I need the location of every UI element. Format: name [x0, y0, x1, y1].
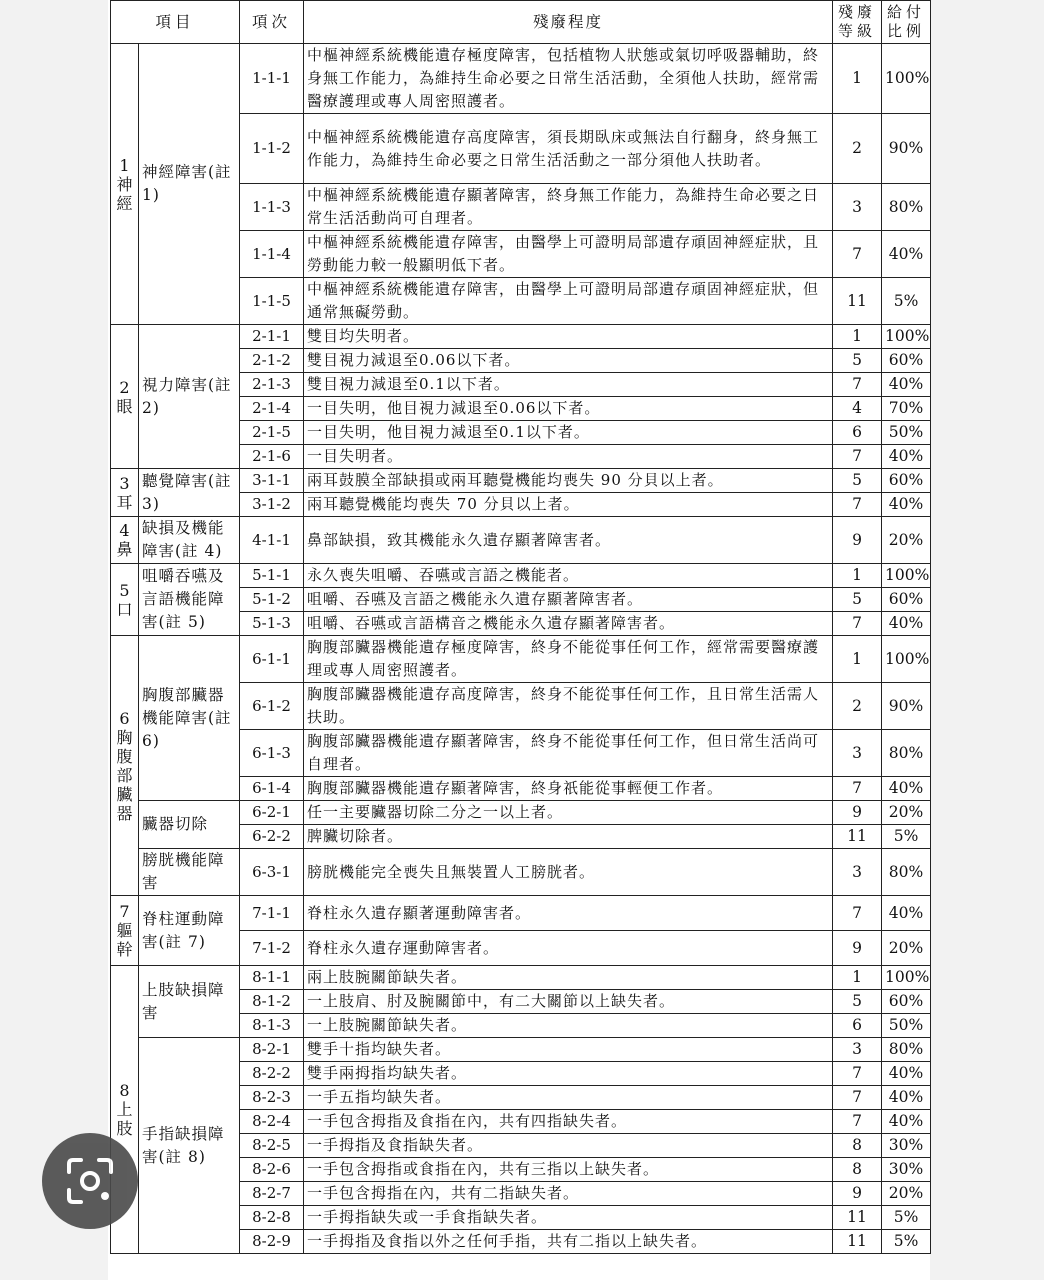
row-grade: 9 — [833, 517, 882, 564]
row-code: 8-2-6 — [240, 1158, 304, 1182]
row-ratio: 30% — [882, 1158, 931, 1182]
row-desc: 永久喪失咀嚼、吞嚥或言語之機能者。 — [304, 564, 833, 588]
row-desc: 中樞神經系統機能遺存障害，由醫學上可證明局部遺存頑固神經症狀，且勞動能力較一般顯明低下者。 — [304, 231, 833, 278]
row-grade: 8 — [833, 1158, 882, 1182]
row-desc: 兩上肢腕關節缺失者。 — [304, 966, 833, 990]
row-desc: 兩耳聽覺機能均喪失 70 分貝以上者。 — [304, 493, 833, 517]
header-degree: 殘廢程度 — [304, 1, 833, 44]
row-code: 2-1-6 — [240, 445, 304, 469]
row-grade: 3 — [833, 1038, 882, 1062]
row-code: 1-1-4 — [240, 231, 304, 278]
row-desc: 一手拇指及食指缺失者。 — [304, 1134, 833, 1158]
row-code: 8-2-9 — [240, 1230, 304, 1254]
section-label-nose: 4鼻 — [111, 517, 139, 564]
table-row — [111, 966, 931, 990]
row-desc: 一目失明，他目視力減退至0.1以下者。 — [304, 421, 833, 445]
section-label-trunk: 7軀幹 — [111, 896, 139, 966]
row-code: 7-1-1 — [240, 896, 304, 931]
row-grade: 11 — [833, 278, 882, 325]
row-grade: 1 — [833, 564, 882, 588]
row-code: 7-1-2 — [240, 931, 304, 966]
row-code: 4-1-1 — [240, 517, 304, 564]
row-grade: 7 — [833, 1110, 882, 1134]
subsection-vision: 視力障害(註 2) — [139, 325, 240, 469]
row-ratio: 50% — [882, 1014, 931, 1038]
row-ratio: 40% — [882, 231, 931, 278]
header-code: 項次 — [240, 1, 304, 44]
row-desc: 中樞神經系統機能遺存高度障害，須長期臥床或無法自行翻身，終身無工作能力，為維持生命必要之日常生活活動之一部分須他人扶助者。 — [304, 114, 833, 184]
row-desc: 脊柱永久遺存顯著運動障害者。 — [304, 896, 833, 931]
row-ratio: 20% — [882, 1182, 931, 1206]
row-ratio: 100% — [882, 325, 931, 349]
row-ratio: 100% — [882, 564, 931, 588]
row-code: 1-1-5 — [240, 278, 304, 325]
table-row — [111, 564, 931, 588]
row-desc: 一手拇指缺失或一手食指缺失者。 — [304, 1206, 833, 1230]
row-grade: 3 — [833, 730, 882, 777]
table-row — [111, 1038, 931, 1062]
row-desc: 咀嚼、吞嚥及言語之機能永久遺存顯著障害者。 — [304, 588, 833, 612]
row-grade: 7 — [833, 231, 882, 278]
row-code: 1-1-1 — [240, 44, 304, 114]
row-ratio: 60% — [882, 469, 931, 493]
row-ratio: 90% — [882, 683, 931, 730]
row-code: 5-1-3 — [240, 612, 304, 636]
row-desc: 雙目視力減退至0.06以下者。 — [304, 349, 833, 373]
row-desc: 一手包含拇指在內，共有二指缺失者。 — [304, 1182, 833, 1206]
row-grade: 1 — [833, 325, 882, 349]
row-ratio: 20% — [882, 801, 931, 825]
table-row — [111, 325, 931, 349]
row-ratio: 40% — [882, 612, 931, 636]
row-ratio: 40% — [882, 445, 931, 469]
table-row — [111, 469, 931, 493]
row-grade: 1 — [833, 966, 882, 990]
row-code: 8-2-4 — [240, 1110, 304, 1134]
row-code: 3-1-1 — [240, 469, 304, 493]
row-code: 8-2-2 — [240, 1062, 304, 1086]
row-grade: 9 — [833, 1182, 882, 1206]
subsection-upper-limb: 上肢缺損障害 — [139, 966, 240, 1038]
row-ratio: 40% — [882, 373, 931, 397]
row-grade: 9 — [833, 801, 882, 825]
row-grade: 7 — [833, 493, 882, 517]
row-ratio: 80% — [882, 730, 931, 777]
row-ratio: 30% — [882, 1134, 931, 1158]
row-code: 6-1-3 — [240, 730, 304, 777]
row-grade: 7 — [833, 777, 882, 801]
row-ratio: 5% — [882, 825, 931, 849]
row-desc: 雙手十指均缺失者。 — [304, 1038, 833, 1062]
subsection-mouth: 咀嚼吞嚥及言語機能障害(註 5) — [139, 564, 240, 636]
row-desc: 一手拇指及食指以外之任何手指，共有二指以上缺失者。 — [304, 1230, 833, 1254]
row-grade: 4 — [833, 397, 882, 421]
row-code: 6-1-4 — [240, 777, 304, 801]
row-ratio: 70% — [882, 397, 931, 421]
row-grade: 5 — [833, 469, 882, 493]
row-ratio: 80% — [882, 1038, 931, 1062]
row-desc: 咀嚼、吞嚥或言語構音之機能永久遺存顯著障害者。 — [304, 612, 833, 636]
row-desc: 胸腹部臟器機能遺存顯著障害，終身不能從事任何工作，但日常生活尚可自理者。 — [304, 730, 833, 777]
row-code: 2-1-5 — [240, 421, 304, 445]
row-ratio: 60% — [882, 990, 931, 1014]
subsection-organ-function: 胸腹部臟器機能障害(註 6) — [139, 636, 240, 801]
row-desc: 一上肢肩、肘及腕關節中，有二大關節以上缺失者。 — [304, 990, 833, 1014]
row-ratio: 80% — [882, 184, 931, 231]
row-grade: 11 — [833, 1206, 882, 1230]
row-grade: 7 — [833, 1062, 882, 1086]
row-ratio: 20% — [882, 931, 931, 966]
row-desc: 胸腹部臟器機能遺存高度障害，終身不能從事任何工作，且日常生活需人扶助。 — [304, 683, 833, 730]
row-desc: 一手五指均缺失者。 — [304, 1086, 833, 1110]
row-ratio: 80% — [882, 849, 931, 896]
row-grade: 5 — [833, 349, 882, 373]
row-code: 8-1-3 — [240, 1014, 304, 1038]
row-grade: 7 — [833, 612, 882, 636]
header-item: 項目 — [111, 1, 240, 44]
table-row — [111, 849, 931, 896]
row-grade: 6 — [833, 421, 882, 445]
row-ratio: 50% — [882, 421, 931, 445]
row-grade: 8 — [833, 1134, 882, 1158]
row-ratio: 100% — [882, 636, 931, 683]
row-ratio: 40% — [882, 777, 931, 801]
row-ratio: 40% — [882, 1086, 931, 1110]
section-label-ear: 3耳 — [111, 469, 139, 517]
row-grade: 7 — [833, 1086, 882, 1110]
row-grade: 3 — [833, 184, 882, 231]
row-code: 6-1-2 — [240, 683, 304, 730]
header-ratio: 給付比例 — [882, 1, 931, 44]
row-desc: 雙目均失明者。 — [304, 325, 833, 349]
section-label-upper-limb: 8上肢 — [111, 966, 139, 1254]
row-desc: 一目失明者。 — [304, 445, 833, 469]
row-code: 5-1-1 — [240, 564, 304, 588]
row-grade: 5 — [833, 990, 882, 1014]
row-ratio: 40% — [882, 1110, 931, 1134]
row-desc: 一手包含拇指或食指在內，共有三指以上缺失者。 — [304, 1158, 833, 1182]
table-row — [111, 44, 931, 114]
row-code: 5-1-2 — [240, 588, 304, 612]
row-code: 1-1-2 — [240, 114, 304, 184]
row-code: 8-2-5 — [240, 1134, 304, 1158]
row-ratio: 60% — [882, 349, 931, 373]
row-grade: 7 — [833, 896, 882, 931]
section-label-nerve: 1神經 — [111, 44, 139, 325]
row-code: 6-1-1 — [240, 636, 304, 683]
header-row — [111, 1, 931, 44]
row-ratio: 90% — [882, 114, 931, 184]
row-grade: 11 — [833, 1230, 882, 1254]
header-grade: 殘廢等級 — [833, 1, 882, 44]
lens-icon — [65, 1156, 115, 1206]
row-desc: 胸腹部臟器機能遺存顯著障害，終身祇能從事輕便工作者。 — [304, 777, 833, 801]
row-code: 8-1-2 — [240, 990, 304, 1014]
row-grade: 2 — [833, 114, 882, 184]
row-code: 8-2-7 — [240, 1182, 304, 1206]
disability-table — [110, 0, 931, 1254]
row-ratio: 40% — [882, 1062, 931, 1086]
row-desc: 雙目視力減退至0.1以下者。 — [304, 373, 833, 397]
row-ratio: 20% — [882, 517, 931, 564]
row-grade: 7 — [833, 445, 882, 469]
row-grade: 9 — [833, 931, 882, 966]
subsection-fingers: 手指缺損障害(註 8) — [139, 1038, 240, 1254]
row-ratio: 40% — [882, 493, 931, 517]
row-code: 2-1-2 — [240, 349, 304, 373]
subsection-hearing: 聽覺障害(註 3) — [139, 469, 240, 517]
table-row — [111, 896, 931, 931]
row-desc: 膀胱機能完全喪失且無裝置人工膀胱者。 — [304, 849, 833, 896]
row-ratio: 5% — [882, 1230, 931, 1254]
row-desc: 一上肢腕關節缺失者。 — [304, 1014, 833, 1038]
subsection-organ-removal: 臟器切除 — [139, 801, 240, 849]
row-ratio: 5% — [882, 278, 931, 325]
row-code: 8-2-1 — [240, 1038, 304, 1062]
row-grade: 6 — [833, 1014, 882, 1038]
subsection-spine: 脊柱運動障害(註 7) — [139, 896, 240, 966]
row-code: 2-1-4 — [240, 397, 304, 421]
row-desc: 一目失明，他目視力減退至0.06以下者。 — [304, 397, 833, 421]
row-grade: 7 — [833, 373, 882, 397]
row-ratio: 100% — [882, 966, 931, 990]
row-desc: 脾臟切除者。 — [304, 825, 833, 849]
row-ratio: 100% — [882, 44, 931, 114]
row-desc: 雙手兩拇指均缺失者。 — [304, 1062, 833, 1086]
row-desc: 中樞神經系統機能遺存顯著障害，終身無工作能力，為維持生命必要之日常生活活動尚可自理者。 — [304, 184, 833, 231]
row-code: 8-2-3 — [240, 1086, 304, 1110]
row-desc: 鼻部缺損，致其機能永久遺存顯著障害者。 — [304, 517, 833, 564]
table-row — [111, 517, 931, 564]
row-grade: 11 — [833, 825, 882, 849]
lens-search-button[interactable] — [42, 1133, 138, 1229]
row-code: 8-2-8 — [240, 1206, 304, 1230]
row-desc: 兩耳鼓膜全部缺損或兩耳聽覺機能均喪失 90 分貝以上者。 — [304, 469, 833, 493]
row-desc: 中樞神經系統機能遺存極度障害，包括植物人狀態或氣切呼吸器輔助，終身無工作能力，為維持生命必要之日常生活活動，全須他人扶助，經常需醫療護理或專人周密照護者。 — [304, 44, 833, 114]
table-row — [111, 801, 931, 825]
subsection-nerve: 神經障害(註 1) — [139, 44, 240, 325]
row-desc: 脊柱永久遺存運動障害者。 — [304, 931, 833, 966]
row-code: 3-1-2 — [240, 493, 304, 517]
row-desc: 中樞神經系統機能遺存障害，由醫學上可證明局部遺存頑固神經症狀，但通常無礙勞動。 — [304, 278, 833, 325]
section-label-mouth: 5口 — [111, 564, 139, 636]
row-ratio: 40% — [882, 896, 931, 931]
row-desc: 一手包含拇指及食指在內，共有四指缺失者。 — [304, 1110, 833, 1134]
row-grade: 2 — [833, 683, 882, 730]
row-desc: 胸腹部臟器機能遺存極度障害，終身不能從事任何工作，經常需要醫療護理或專人周密照護者。 — [304, 636, 833, 683]
table-row — [111, 636, 931, 683]
row-grade: 3 — [833, 849, 882, 896]
row-grade: 1 — [833, 636, 882, 683]
row-grade: 1 — [833, 44, 882, 114]
section-label-eye: 2眼 — [111, 325, 139, 469]
subsection-bladder: 膀胱機能障害 — [139, 849, 240, 896]
section-label-organs: 6胸腹部臟器 — [111, 636, 139, 896]
row-code: 2-1-1 — [240, 325, 304, 349]
subsection-nose: 缺損及機能障害(註 4) — [139, 517, 240, 564]
row-grade: 5 — [833, 588, 882, 612]
row-code: 1-1-3 — [240, 184, 304, 231]
row-code: 8-1-1 — [240, 966, 304, 990]
row-code: 6-2-1 — [240, 801, 304, 825]
row-ratio: 60% — [882, 588, 931, 612]
row-ratio: 5% — [882, 1206, 931, 1230]
row-code: 6-2-2 — [240, 825, 304, 849]
row-code: 6-3-1 — [240, 849, 304, 896]
row-desc: 任一主要臟器切除二分之一以上者。 — [304, 801, 833, 825]
row-code: 2-1-3 — [240, 373, 304, 397]
